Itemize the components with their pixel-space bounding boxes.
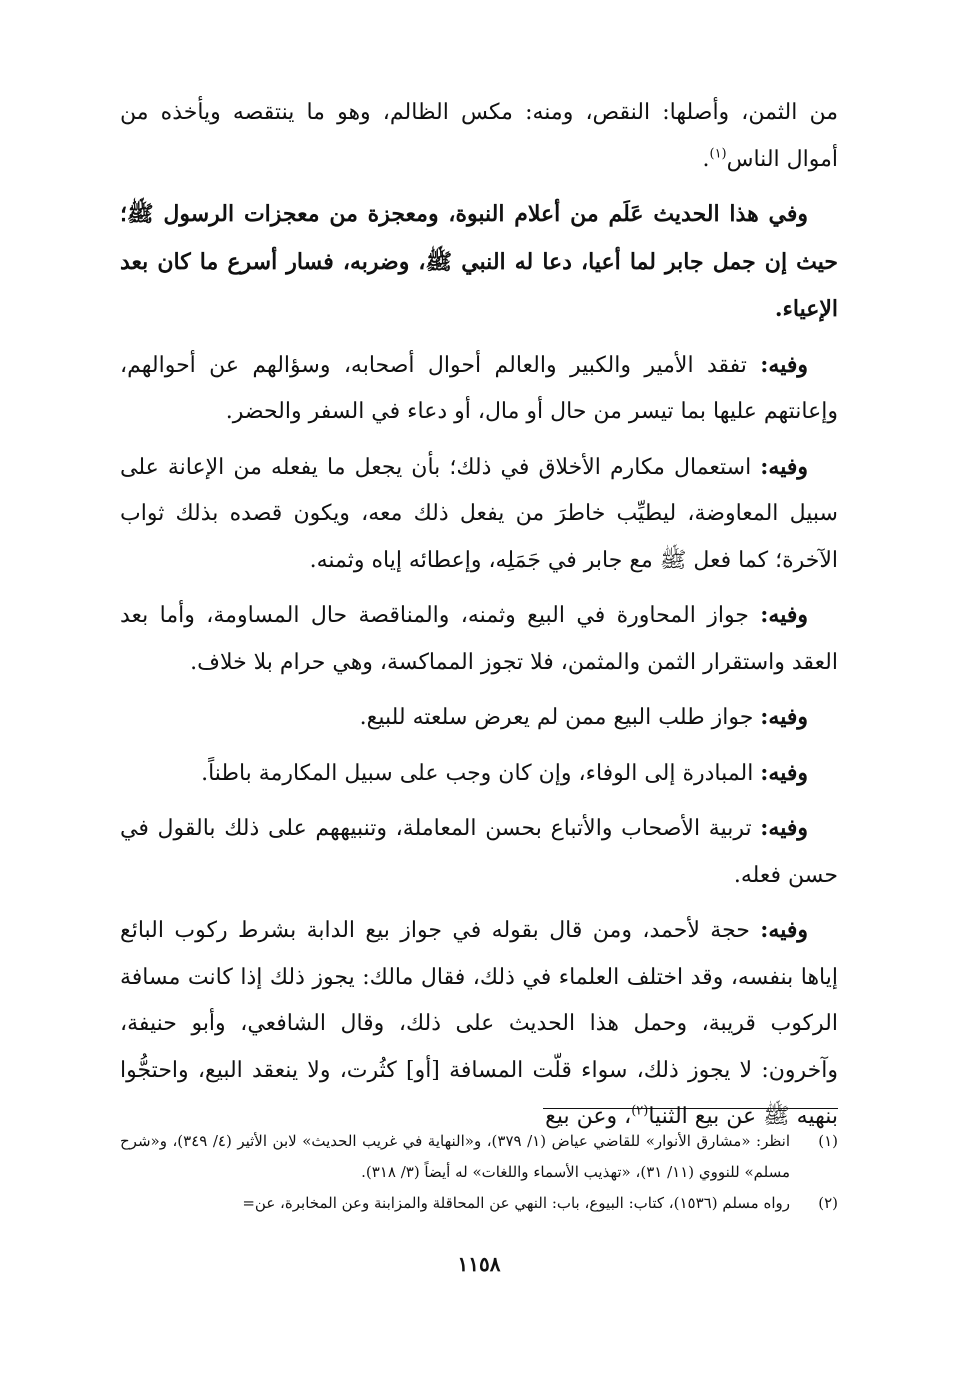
paragraph-text: استعمال مكارم الأخلاق في ذلك؛ بأن يجعل ما يفعله من الإعانة على سبيل المعاوضة، ليطيِّب خاطرَ من يفعل ذلك معه، ويكون قصده بذلك ثواب الآخرة؛ كما فعل ﷺ مع جابر في جَمَلِه، وإعطائه إياه وثمنه. bbox=[120, 454, 838, 573]
paragraph-8 bbox=[120, 805, 838, 899]
page-number: ١١٥٨ bbox=[457, 1252, 501, 1276]
paragraph-text: جواز طلب البيع ممن لم يعرض سلعته للبيع. bbox=[359, 705, 761, 730]
paragraph-text: تفقد الأمير والكبير والعالم أحوال أصحابه، وسؤالهم عن أحوالهم، وإعانتهم عليها بما تيسر من حال أو مال، أو دعاء في السفر والحضر. bbox=[120, 352, 838, 424]
paragraph-text: من الثمن، وأصلها: النقص، ومنه: مكس الظالم، وهو ما ينتقصه ويأخذه من أموال الناس bbox=[120, 100, 838, 172]
paragraph-lead: وفيه: bbox=[760, 917, 808, 943]
paragraph-tail: ، وعن بيع bbox=[545, 1104, 632, 1129]
paragraph-lead: وفيه: bbox=[760, 815, 808, 841]
paragraph-7 bbox=[120, 750, 838, 798]
paragraph-text: تربية الأصحاب والأتباع بحسن المعاملة، وتنبيههم على ذلك بالقول في حسن فعله. bbox=[120, 816, 838, 888]
paragraph-2 bbox=[120, 191, 838, 334]
paragraph-text: المبادرة إلى الوفاء، وإن كان وجب على سبيل المكارمة باطناً. bbox=[201, 760, 761, 786]
paragraph-tail: . bbox=[702, 146, 710, 172]
paragraph-9 bbox=[120, 907, 838, 1141]
footnote-divider bbox=[543, 1108, 838, 1109]
paragraph-3 bbox=[120, 342, 838, 436]
footnote-2 bbox=[120, 1188, 838, 1219]
paragraph-lead: وفيه: bbox=[760, 602, 808, 628]
paragraph-6 bbox=[120, 694, 838, 742]
main-text bbox=[120, 90, 838, 1141]
book-page bbox=[120, 90, 838, 1350]
footnote-number: (١) bbox=[818, 1132, 838, 1150]
footnote-text: رواه مسلم (١٥٣٦)، كتاب: البيوع، باب: النهي عن المحاقلة والمزابنة وعن المخابرة، عن= bbox=[242, 1194, 790, 1212]
paragraph-text: جواز المحاورة في البيع وثمنه، والمناقصة حال المساومة، وأما بعد العقد واستقرار الثمن والمثمن، فلا تجوز المماكسة، وهي حرام بلا خلاف. bbox=[120, 603, 838, 675]
paragraph-lead: وفيه: bbox=[760, 453, 808, 480]
paragraph-5 bbox=[120, 592, 838, 686]
paragraph-4 bbox=[120, 444, 838, 585]
footnote-ref-1[interactable]: (١) bbox=[709, 146, 727, 162]
footnotes bbox=[120, 1126, 838, 1219]
paragraph-1 bbox=[120, 90, 838, 183]
footnote-number: (٢) bbox=[818, 1194, 838, 1212]
footnote-text: انظر: «مشارق الأنوار» للقاضي عياض (١/ ٣٧٩)، و«النهاية في غريب الحديث» لابن الأثير (٤/ ٣٤٩)، و«شرح مسلم» للنووي (١١/ ٣١)، «تهذيب الأسماء واللغات» له أيضاً (٣/ ٣١٨). bbox=[120, 1132, 790, 1181]
footnote-ref-2[interactable]: (٢) bbox=[631, 1103, 649, 1119]
paragraph-text: وفي هذا الحديث عَلَم من أعلام النبوة، ومعجزة من معجزات الرسول ﷺ؛ حيث إن جمل جابر لما أعيا، دعا له النبي ﷺ، وضربه، فسار أسرع ما كان بعد الإعياء. bbox=[120, 201, 838, 322]
paragraph-lead: وفيه: bbox=[760, 704, 808, 730]
paragraph-lead: وفيه: bbox=[760, 351, 808, 378]
paragraph-lead: وفيه: bbox=[760, 759, 808, 786]
paragraph-text: حجة لأحمد، ومن قال بقوله في جواز بيع الدابة بشرط ركوب البائع إياها بنفسه، وقد اختلف العلماء في ذلك، فقال مالك: يجوز ذلك إذا كانت مسافة الركوب قريبة، وحمل هذا الحديث على ذلك، وقال الشافعي، وأبو حنيفة، وآخرون: لا يجوز ذلك، سواء قلّت المسافة [أو] كثُرت، ولا ينعقد البيع، واحتجُّوا بنهيه ﷺ عن بيع الثنيا bbox=[120, 918, 838, 1129]
footnote-1 bbox=[120, 1126, 838, 1188]
